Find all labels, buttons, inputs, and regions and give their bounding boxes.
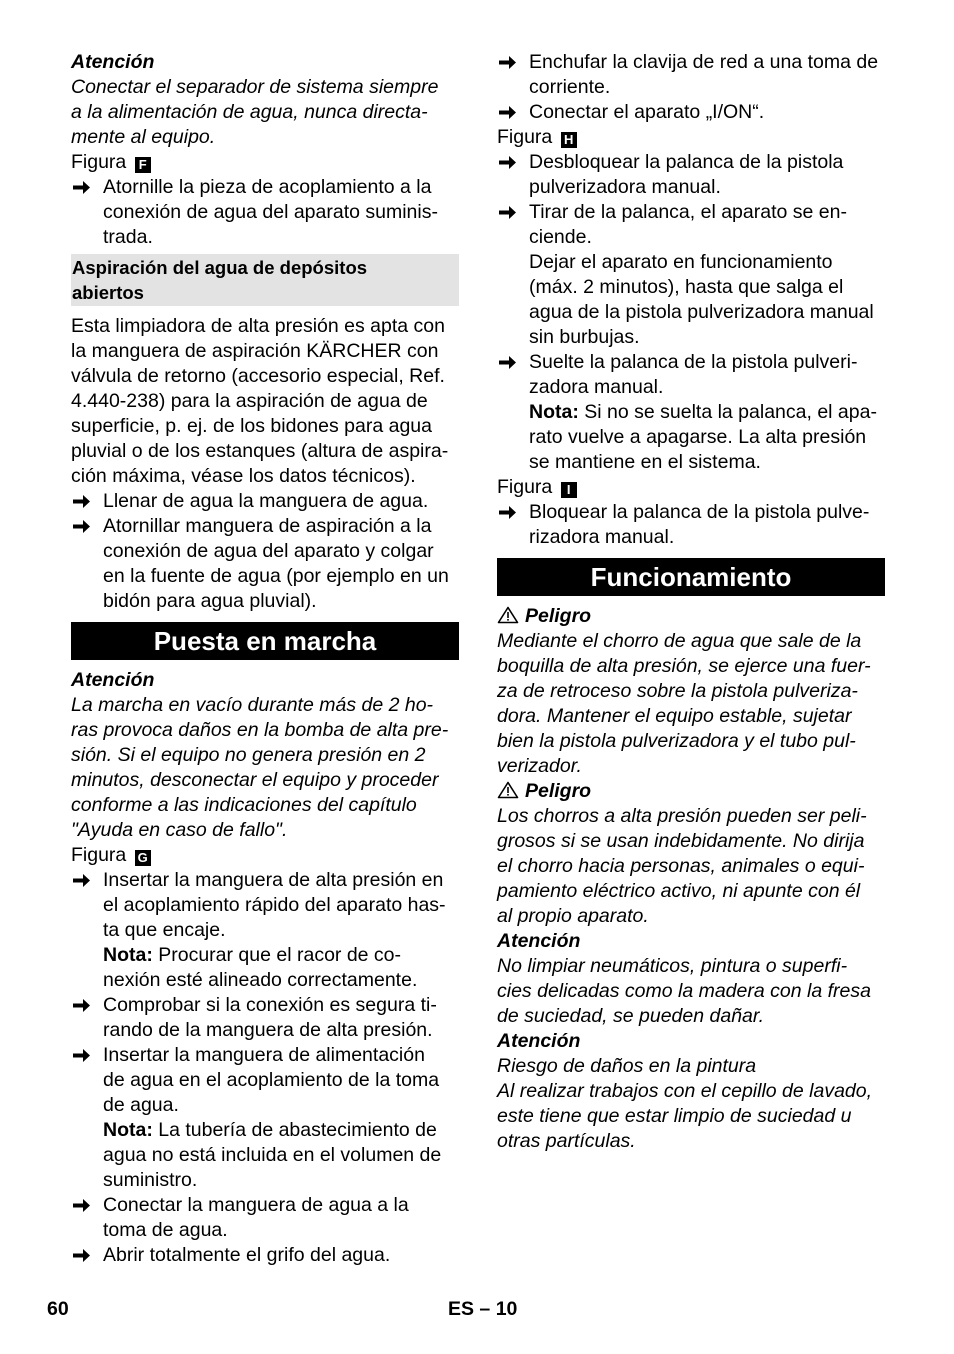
arrow-right-icon <box>497 200 517 225</box>
attention-text-line: Conectar el separador de sistema siempre <box>71 76 439 98</box>
right-column: Enchufar la clavija de red a una toma de corriente. Conectar el aparato „I/ON“. Figura H Desbloquear la palanca de la pistola pulverizadora manual. Tirar de la palanca, el aparato se en- ciende. Dejar el aparato en funcionamiento (máx. 2 minutos), hasta que salga el agua de la pistola pulverizadora manual sin burbujas. Suelte la palanca de la pistola pulveri- zadora manual. Nota: Si no se suelta la palanca, el apa- rato vuelve a apagarse. La alta presión se mantiene en el sistema. Figura I Bloquear la palanca de la pistola pulve- rizadora manual. Funcionamiento Peligro Mediante el chorro de agua que sale de la boquilla de alta presión, se ejerce una fuer- za de retroceso sobre la pistola pulveriza- dora. Mantener el equipo estable, sujetar bien la pistola pulverizadora y el tubo pul- verizador. Peligro Los chorros a alta presión pueden ser peli- grosos si se usan indebidamente. No dirija el chorro hacia personas, animales o equi- pamiento eléctrico activo, ni apunte con él al propio aparato. Atención No limpiar neumáticos, pintura o superfi- cies delicadas como la madera con la fresa de suciedad, se pueden dañar. Atención Riesgo de daños en la pintura Al realizar trabajos con el cepillo de lavado, este tiene que estar limpio de suciedad u otras partículas. <box>497 50 885 1154</box>
figure-reference <box>497 125 885 150</box>
figure-label: Figura <box>71 844 127 866</box>
attention-heading: Atención <box>71 669 155 691</box>
arrow-right-icon <box>71 175 91 200</box>
arrow-right-icon <box>71 1193 91 1218</box>
instruction-item: Bloquear la palanca de la pistola pulve- rizadora manual. <box>497 500 885 550</box>
instruction-item: Insertar la manguera de alimentación de agua en el acoplamiento de la toma de agua. Nota: La tubería de abastecimiento de agua no está incluida en el volumen de suministro. <box>71 1043 459 1193</box>
arrow-right-icon <box>71 868 91 893</box>
arrow-right-icon <box>497 50 517 75</box>
arrow-right-icon <box>71 489 91 514</box>
note: Nota: Procurar que el racor de co- <box>103 944 402 966</box>
instruction-item: Atornille la pieza de acoplamiento a la conexión de agua del aparato suminis- trada. <box>71 175 459 250</box>
figure-letter-badge: G <box>135 850 151 866</box>
arrow-right-icon <box>497 150 517 175</box>
attention-heading: Atención <box>71 51 155 73</box>
language-page-label: ES – 10 <box>448 1298 518 1320</box>
warning-triangle-icon <box>497 606 519 624</box>
arrow-right-icon <box>497 100 517 125</box>
danger-heading: Peligro <box>497 779 885 804</box>
section-heading: Puesta en marcha <box>71 622 459 660</box>
arrow-right-icon <box>71 1043 91 1068</box>
figure-letter-badge: I <box>561 482 577 498</box>
figure-reference <box>71 843 459 868</box>
figure-label: Figura <box>497 476 553 498</box>
instruction-item: Suelte la palanca de la pistola pulveri- zadora manual. Nota: Si no se suelta la palanca, el apa- rato vuelve a apagarse. La alta presión se mantiene en el sistema. <box>497 350 885 475</box>
arrow-right-icon <box>497 350 517 375</box>
figure-label: Figura <box>497 126 553 148</box>
instruction-item: Tirar de la palanca, el aparato se en- ciende. Dejar el aparato en funcionamiento (máx. 2 minutos), hasta que salga el agua de la pistola pulverizadora manual sin burbujas. <box>497 200 885 350</box>
attention-text-line: a la alimentación de agua, nunca directa- <box>71 101 428 123</box>
body-paragraph: Esta limpiadora de alta presión es apta con la manguera de aspiración KÄRCHER con válvula de retorno (accesorio especial, Ref. 4.440-238) para la aspiración de agua de superficie, p. ej. de los bidones para agua pluvial o de los estanques (altura de aspira- ción máxima, véase los datos técnicos). <box>71 315 449 487</box>
instruction-item: Llenar de agua la manguera de agua. <box>71 489 459 514</box>
figure-reference <box>71 150 459 175</box>
instruction-item: Comprobar si la conexión es segura ti- rando de la manguera de alta presión. <box>71 993 459 1043</box>
figure-reference <box>497 475 885 500</box>
instruction-item: Atornillar manguera de aspiración a la conexión de agua del aparato y colgar en la fuente de agua (por ejemplo en un bidón para agua pluvial). <box>71 514 459 614</box>
note: Nota: La tubería de abastecimiento de <box>103 1119 437 1141</box>
figure-letter-badge: F <box>135 157 151 173</box>
attention-heading: Atención <box>497 930 581 952</box>
arrow-right-icon <box>71 514 91 539</box>
section-heading: Funcionamiento <box>497 558 885 596</box>
page-number: 60 <box>47 1298 69 1320</box>
attention-text-line: mente al equipo. <box>71 126 216 148</box>
instruction-item: Enchufar la clavija de red a una toma de corriente. <box>497 50 885 100</box>
figure-label: Figura <box>71 151 127 173</box>
left-column: Atención Conectar el separador de sistema siempre a la alimentación de agua, nunca directa- mente al equipo. Figura F Atornille la pieza de acoplamiento a la conexión de agua del aparato suminis- trada. Aspiración del agua de depósitos abiertos Esta limpiadora de alta presión es apta con la manguera de aspiración KÄRCHER con válvula de retorno (accesorio especial, Ref. 4.440-238) para la aspiración de agua de superficie, p. ej. de los bidones para agua pluvial o de los estanques (altura de aspira- ción máxima, véase los datos técnicos). Llenar de agua la manguera de agua. Atornillar manguera de aspiración a la conexión de agua del aparato y colgar en la fuente de agua (por ejemplo en un bidón para agua pluvial). Puesta en marcha Atención La marcha en vacío durante más de 2 ho- ras provoca daños en la bomba de alta pre- sión. Si el equipo no genera presión en 2 minutos, desconectar el equipo y proceder conforme a las indicaciones del capítulo "Ayuda en caso de fallo". Figura G Insertar la manguera de alta presión en el acoplamiento rápido del aparato has- ta que encaje. Nota: Procurar que el racor de co- nexión esté alineado correctamente. Comprobar si la conexión es segura ti- rando de la manguera de alta presión. Insertar la manguera de alimentación de agua en el acoplamiento de la toma de agua. Nota: La tubería de abastecimiento de agua no está incluida en el volumen de suministro. Conectar la manguera de agua a la toma de agua. Abrir totalmente el grifo del agua. <box>71 50 459 1268</box>
warning-triangle-icon <box>497 781 519 799</box>
instruction-item: Conectar el aparato „I/ON“. <box>497 100 885 125</box>
figure-letter-badge: H <box>561 132 577 148</box>
arrow-right-icon <box>71 993 91 1018</box>
subsection-heading: Aspiración del agua de depósitos abiertos <box>71 254 459 306</box>
instruction-item: Abrir totalmente el grifo del agua. <box>71 1243 459 1268</box>
attention-heading: Atención <box>497 1030 581 1052</box>
note: Nota: Si no se suelta la palanca, el apa- <box>529 401 877 423</box>
arrow-right-icon <box>497 500 517 525</box>
instruction-item: Conectar la manguera de agua a la toma de agua. <box>71 1193 459 1243</box>
instruction-item: Desbloquear la palanca de la pistola pulverizadora manual. <box>497 150 885 200</box>
instruction-item: Insertar la manguera de alta presión en el acoplamiento rápido del aparato has- ta que encaje. Nota: Procurar que el racor de co- nexión esté alineado correctamente. <box>71 868 459 993</box>
danger-heading: Peligro <box>497 604 885 629</box>
arrow-right-icon <box>71 1243 91 1268</box>
